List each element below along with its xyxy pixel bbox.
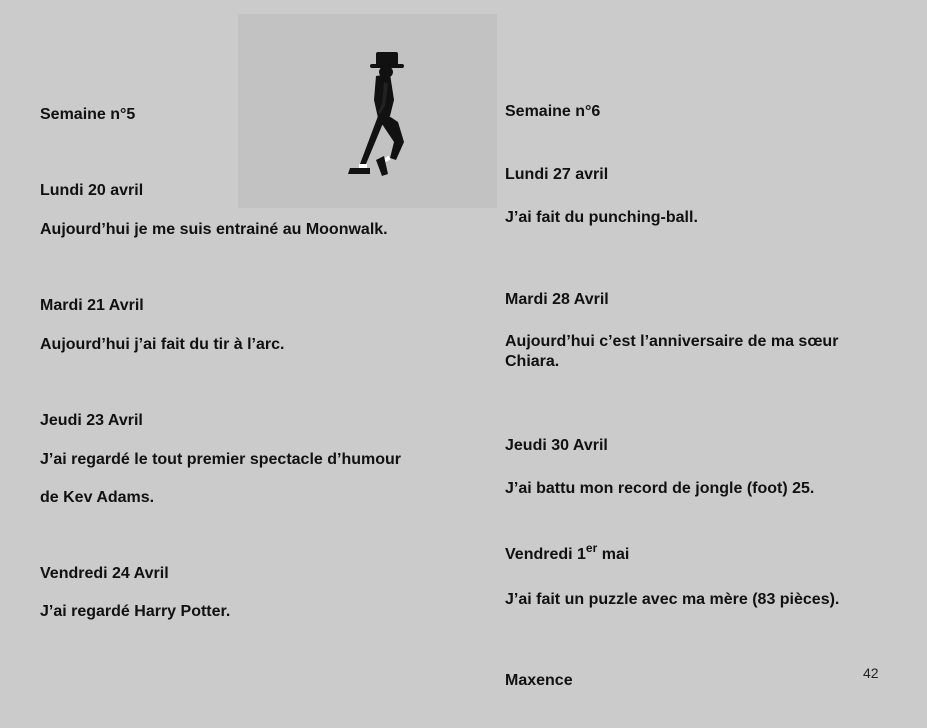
week-heading-left: Semaine n°5	[40, 106, 136, 123]
signature: Maxence	[505, 672, 573, 689]
entry-text: Aujourd’hui je me suis entrainé au Moonwalk.	[40, 221, 388, 238]
entry-text-line1: J’ai regardé le tout premier spectacle d’humour	[40, 451, 401, 468]
entry-date: Mardi 28 Avril	[505, 291, 609, 308]
entry-date: Lundi 20 avril	[40, 182, 144, 199]
entry-date: Jeudi 30 Avril	[505, 437, 608, 454]
moonwalk-dancer-icon	[238, 14, 497, 208]
entry-date-superscript: er	[585, 541, 598, 555]
entry-text: J’ai regardé Harry Potter.	[40, 603, 231, 620]
entry-date: Jeudi 23 Avril	[40, 412, 143, 429]
entry-text-line2: de Kev Adams.	[40, 489, 155, 506]
entry-date	[505, 541, 630, 565]
page-number: 42	[863, 665, 879, 681]
entry-text: Aujourd’hui j’ai fait du tir à l’arc.	[40, 336, 285, 353]
entry-text: Aujourd’hui c’est l’anniversaire de ma sœur Chiara.	[505, 333, 839, 370]
entry-text: J’ai fait un puzzle avec ma mère (83 pièces).	[505, 591, 840, 608]
entry-text: J’ai fait du punching-ball.	[505, 209, 698, 226]
moonwalk-illustration	[238, 14, 497, 208]
entry-date-prefix: Vendredi 1	[505, 546, 586, 563]
week-heading-right: Semaine n°6	[505, 103, 601, 120]
entry-text: J’ai battu mon record de jongle (foot) 25.	[505, 480, 815, 497]
entry-date: Vendredi 24 Avril	[40, 565, 169, 582]
entry-date-suffix: mai	[597, 546, 630, 563]
entry-date: Mardi 21 Avril	[40, 297, 144, 314]
entry-date: Lundi 27 avril	[505, 166, 609, 183]
